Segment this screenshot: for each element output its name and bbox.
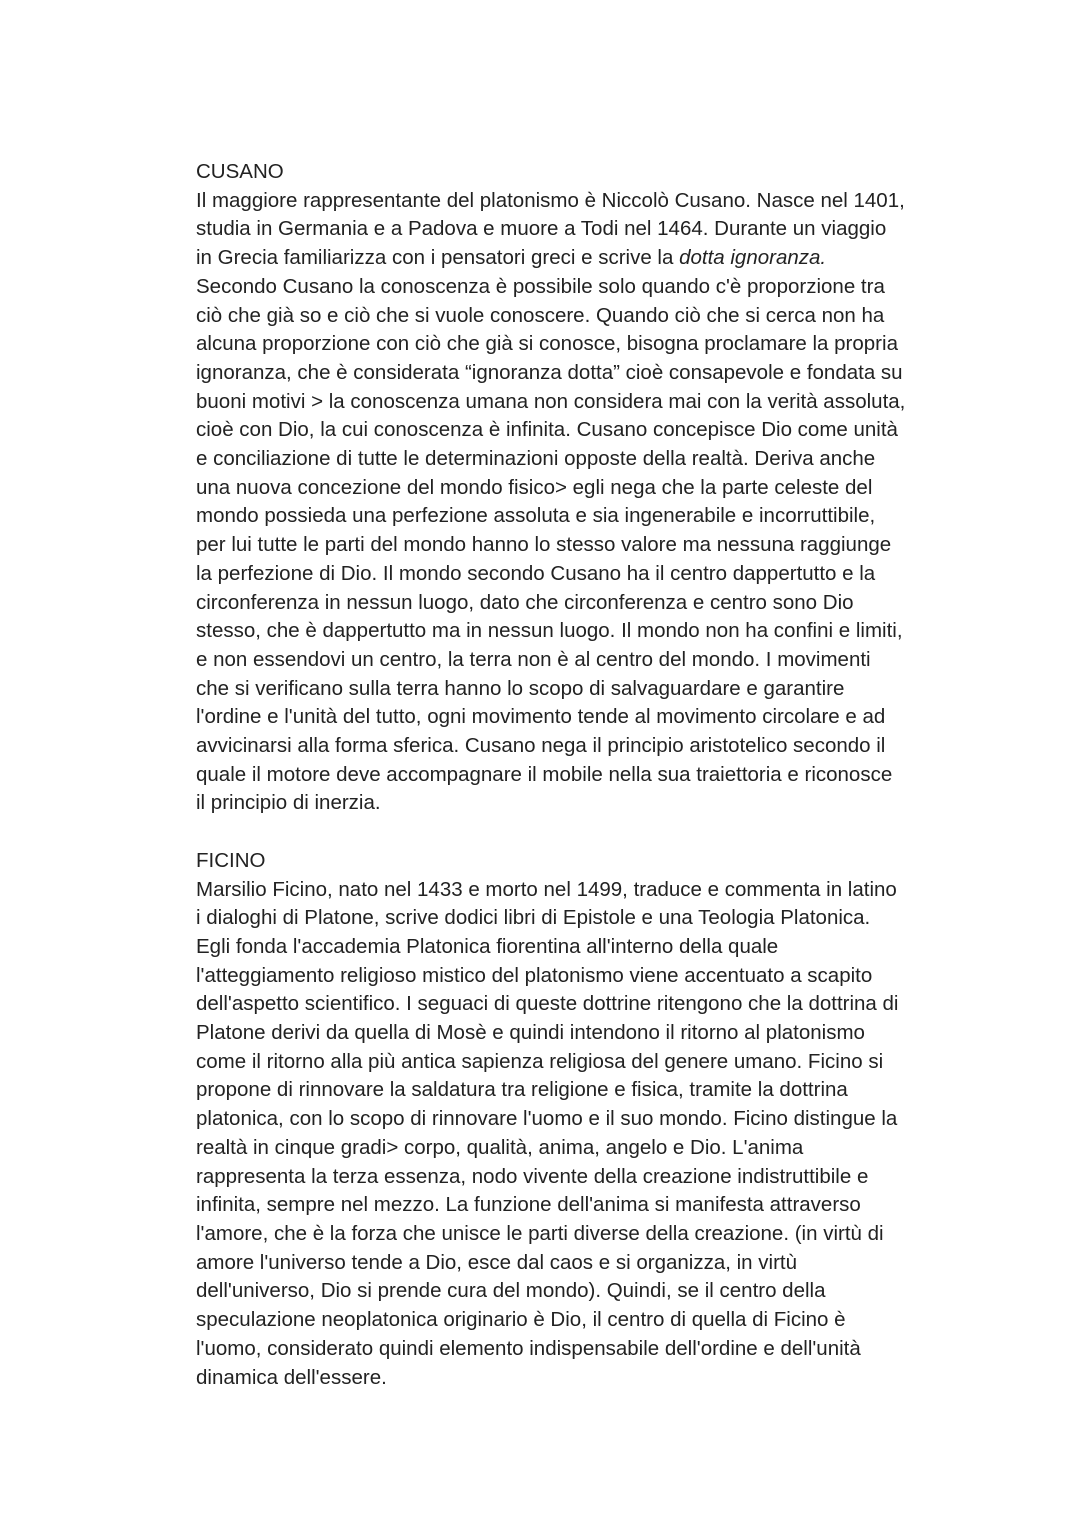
section-title-ficino: FICINO — [196, 848, 266, 872]
text-line: che si verificano sulla terra hanno lo scopo di salvaguardare e garantire — [196, 676, 845, 700]
section-spacer — [196, 818, 956, 847]
text-line: i dialoghi di Platone, scrive dodici libri di Epistole e una Teologia Platonica. — [196, 906, 871, 930]
text-line: la perfezione di Dio. Il mondo secondo Cusano ha il centro dappertutto e la — [196, 561, 876, 585]
text-line: e non essendovi un centro, la terra non è al centro del mondo. I movimenti — [196, 647, 871, 671]
text-line: Secondo Cusano la conoscenza è possibile solo quando c'è proporzione tra — [196, 274, 885, 298]
text-line: per lui tutte le parti del mondo hanno lo stesso valore ma nessuna raggiunge — [196, 533, 892, 557]
text-line-with-italic — [196, 244, 956, 273]
text-line: infinita, sempre nel mezzo. La funzione dell'anima si manifesta attraverso — [196, 1193, 861, 1217]
section-title-cusano: CUSANO — [196, 160, 284, 183]
text-line: alcuna proporzione con ciò che già si conosce, bisogna proclamare la propria — [196, 332, 898, 356]
text-line: amore l'universo tende a Dio, esce dal caos e si organizza, in virtù — [196, 1250, 797, 1274]
text-line: Platone derivi da quella di Mosè e quindi intendono il ritorno al platonismo — [196, 1021, 865, 1045]
text-line: rappresenta la terza essenza, nodo vivente della creazione indistruttibile e — [196, 1164, 869, 1188]
text-line: stesso, che è dappertutto ma in nessun luogo. Il mondo non ha confini e limiti, — [196, 619, 903, 643]
text-line: Marsilio Ficino, nato nel 1433 e morto nel 1499, traduce e commenta in latino — [196, 877, 897, 901]
text-line: dell'universo, Dio si prende cura del mondo). Quindi, se il centro della — [196, 1279, 826, 1303]
text-line: ciò che già so e ciò che si vuole conoscere. Quando ciò che si cerca non ha — [196, 303, 885, 327]
text-line: circonferenza in nessun luogo, dato che circonferenza e centro sono Dio — [196, 590, 854, 614]
text-line: dinamica dell'essere. — [196, 1365, 387, 1389]
text-fragment: in Grecia familiarizza con i pensatori greci e scrive la — [196, 246, 680, 270]
text-line: una nuova concezione del mondo fisico> egli nega che la parte celeste del — [196, 475, 873, 499]
document-page — [196, 158, 956, 1392]
text-line: platonica, con lo scopo di rinnovare l'uomo e il suo mondo. Ficino distingue la — [196, 1107, 898, 1131]
work-title-period: . — [820, 246, 827, 270]
text-line: l'atteggiamento religioso mistico del platonismo viene accentuato a scapito — [196, 963, 873, 987]
text-line: quale il motore deve accompagnare il mobile nella sua traiettoria e riconosce — [196, 762, 893, 786]
text-line: e conciliazione di tutte le determinazioni opposte della realtà. Deriva anche — [196, 447, 876, 471]
text-line: speculazione neoplatonica originario è Dio, il centro di quella di Ficino è — [196, 1308, 846, 1332]
paragraph-ficino — [196, 876, 956, 1393]
text-line: ignoranza, che è considerata “ignoranza dotta” cioè consapevole e fondata su — [196, 360, 903, 384]
text-line: dell'aspetto scientifico. I seguaci di queste dottrine ritengono che la dottrina di — [196, 992, 899, 1016]
text-line: come il ritorno alla più antica sapienza religiosa del genere umano. Ficino si — [196, 1049, 884, 1073]
text-line: Egli fonda l'accademia Platonica fiorentina all'interno della quale — [196, 934, 779, 958]
text-line: Il maggiore rappresentante del platonismo è Niccolò Cusano. Nasce nel 1401, — [196, 188, 905, 212]
text-line: l'amore, che è la forza che unisce le parti diverse della creazione. (in virtù di — [196, 1222, 884, 1245]
text-line: propone di rinnovare la saldatura tra religione e fisica, tramite la dottrina — [196, 1078, 848, 1102]
paragraph-cusano — [196, 187, 956, 818]
text-line: mondo possieda una perfezione assoluta e sia ingenerabile e incorruttibile, — [196, 504, 876, 528]
work-title-italic: dotta ignoranza — [679, 246, 821, 270]
text-line: realtà in cinque gradi> corpo, qualità, anima, angelo e Dio. L'anima — [196, 1135, 804, 1159]
text-line: cioè con Dio, la cui conoscenza è infinita. Cusano concepisce Dio come unità — [196, 418, 898, 442]
text-line: buoni motivi > la conoscenza umana non considera mai con la verità assoluta, — [196, 389, 906, 413]
text-line: studia in Germania e a Padova e muore a Todi nel 1464. Durante un viaggio — [196, 217, 887, 241]
text-line: l'ordine e l'unità del tutto, ogni movimento tende al movimento circolare e ad — [196, 705, 886, 729]
text-line: l'uomo, considerato quindi elemento indispensabile dell'ordine e dell'unità — [196, 1336, 861, 1360]
text-line: avvicinarsi alla forma sferica. Cusano nega il principio aristotelico secondo il — [196, 734, 886, 758]
text-line: il principio di inerzia. — [196, 791, 381, 815]
